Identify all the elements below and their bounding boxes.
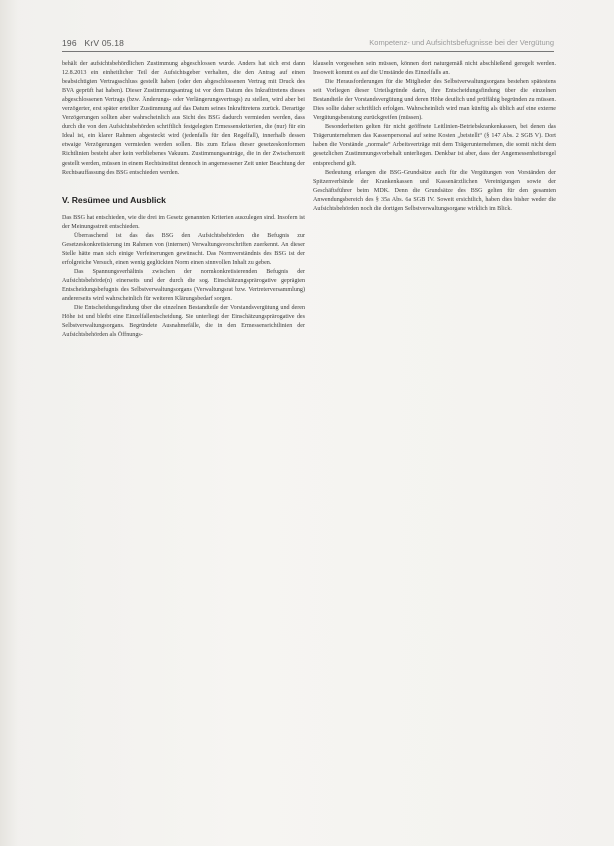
paragraph: Besonderheiten gelten für nicht geöffnete Leitlinien-Betriebskrankenkassen, bei denen das Trägerunternehmen das Kassenpersonal auf seine Kosten „beistellt“ (§ 147 Abs. 2 SGB V). Dort haben die Vorstände „normale“ Arbeitsverträge mit dem Trägerunternehmen, die somit nicht dem gesetzlichen Zustimmungsvorbehalt unterliegen. Denkbar ist aber, dass der Angemessenheitsregel entsprechend gilt.	[313, 124, 556, 167]
paragraph: Die Herausforderungen für die Mitglieder des Selbstverwaltungsorgans bestehen spätestens seit Vorliegen dieser Urteilsgründe darin, ihre Entscheidungsfindung über die einzelnen Bestandteile der Vorstandsvergütung und deren Höhe deutlich und prüffähig begründen zu müssen. Dies sollte daher schriftlich erfolgen. Wahrscheinlich wird man künftig als üblich auf eine externe Vergütungsberatung zurückgreifen (müssen).	[313, 79, 556, 122]
running-title: Kompetenz- und Aufsichtsbefugnisse bei der Vergütung	[369, 38, 554, 47]
page-number: 196	[62, 38, 77, 48]
paragraph: klauseln vorgesehen sein müssen, können dort naturgemäß nicht abschließend geregelt werden. Insoweit kommt es auf die Umstände des Einzelfalls an.	[313, 61, 556, 77]
paragraph: Die Entscheidungsfindung über die einzelnen Bestandteile der Vorstandsvergütung und deren Höhe ist und bleibt eine Einzelfallentscheidung. Sie unterliegt der Einschätzungsprärogative des Selbstverwaltungsorgans. Begründete Ausnahmefälle, die in den Ermessensrichtlinien der Aufsichtsbehörden als Öffnungs-	[62, 305, 305, 339]
section-heading: V. Resümee und Ausblick	[62, 194, 166, 205]
header-page-journal	[62, 38, 124, 48]
left-column	[62, 60, 305, 340]
paragraph: Das Spannungsverhältnis zwischen der normkonkretisierenden Befugnis der Aufsichtsbehörde(n) einerseits und der durch die sog. Einschätzungsprärogative geprägten Entscheidungsbefugnis des Selbstverwaltungsorgans (Verwaltungsrat bzw. Vertreterversammlung) andererseits wird wahrscheinlich für weiteren Klärungsbedarf sorgen.	[62, 268, 305, 303]
paragraph: Das BSG hat entschieden, wie die drei im Gesetz genannten Kriterien auszulegen sind. Insofern ist der Meinungsstreit entschieden.	[62, 214, 305, 230]
page-shadow-edge	[0, 0, 18, 846]
paragraph: Überraschend ist das das BSG den Aufsichtsbehörden die Befugnis zur Gesetzeskonkretisierung im Rahmen von (internen) Verwaltungsvorschriften zuerkennt. An dieser Stelle hätte man sich einige Verfeinerungen gewünscht. Das Normverständnis des BSG ist der erfolgreiche Versuch, einen wenig geglückten Norm einen sinnvollen Inhalt zu geben.	[62, 232, 305, 266]
paragraph: behält der aufsichtsbehördlichen Zustimmung abgeschlossen wurde. Anders hat sich erst dann 12.8.2013 ein einheitlicher Teil der Aufsichtsgeber verhalten, die den Antrag auf einen beabsichtigten Vertragsschluss gestellt haben (oder den abgeschlossenen Vertrag mit Druck des BVA geprüft hat haben). Dieser Zustimmungsantrag ist vor dem Datum des Inkrafttretens dieses abgeschlossenen Vertrags (bzw. Änderungs- oder Verlängerungsvertrags) zu stellen, wird aber bei verzögerter, erst später erteilter Zustimmung auf das Datum seines Inkrafttretens zurück. Derartige Verzögerungen sollten aber wahrscheinlich aus Sicht des BSG dadurch vermieden werden, dass durch die von den Aufsichtsbehörden schriftlich festgelegten Ermessenskriterien, die (nur) für ein Ideal ist, ein klarer Rahmen abgesteckt wird (jedenfalls für den Regelfall), innerhalb dessen etwaige Verzögerungen vermieden werden sollen. Bis zum Erlass dieser gesetzeskonformen Richtlinien besteht aber kein verbliebenes Vakuum. Zustimmungsanträge, die in der Zwischenzeit gestellt werden, müssen in einem Rechtsinstitut dennoch in angemessener Zeit unter Beachtung der Rechtsauffassung des BSG entschieden werden.	[62, 61, 305, 176]
right-column	[313, 60, 556, 214]
running-header	[62, 38, 554, 50]
header-rule	[62, 51, 554, 52]
paragraph: Bedeutung erlangen die BSG-Grundsätze auch für die Vergütungen von Vorständen der Spitzenverbände der Krankenkassen und Kassenärztlichen Vereinigungen sowie der Geschäftsführer beim MDK. Denn die Grundsätze des BSG gelten für den gesamten Anwendungsbereich des § 35a Abs. 6a SGB IV. Soweit ersichtlich, haben dies bisher weder die Aufsichtsbehörden noch die dortigen Selbstverwaltungsorgane wirklich im Blick.	[313, 169, 556, 212]
journal-issue: KrV 05.18	[84, 38, 125, 48]
